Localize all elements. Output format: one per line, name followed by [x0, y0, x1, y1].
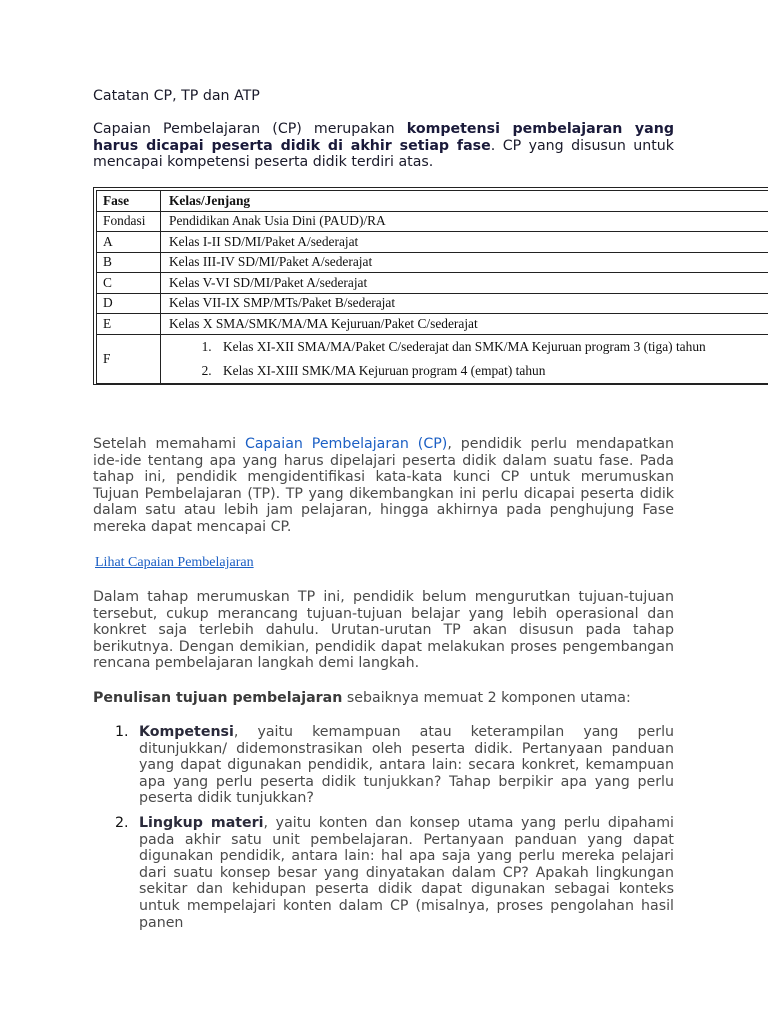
body-paragraph: [93, 690, 631, 707]
table-row: [97, 334, 768, 383]
para4-text: sebaiknya memuat 2 komponen utama:: [342, 690, 631, 706]
list-item: 1. Kelas XI-XII SMA/MA/Paket C/sederajat dan SMK/MA Kejuruan program 3 (tiga) tahun: [215, 335, 768, 359]
capaian-pembelajaran-link[interactable]: Capaian Pembelajaran (CP): [244, 436, 448, 452]
cell-fase: F: [97, 334, 161, 383]
cell-kelas: Kelas I-II SD/MI/Paket A/sederajat: [161, 232, 768, 253]
table-row: [97, 232, 768, 253]
cell-fase: E: [97, 314, 161, 335]
komponen-list: [93, 724, 674, 939]
body-paragraph: Dalam tahap merumuskan TP ini, pendidik belum mengurutkan tujuan-tujuan tersebut, cukup merancang tujuan-tujuan belajar yang lebih operasional dan konkret saja terlebih dahulu. Urutan-urutan TP akan disusun pada tahap berikutnya. Dengan demikian, pendidik dapat melakukan proses pengembangan rencana pembelajaran langkah demi langkah.: [93, 589, 674, 672]
para2-text-end: , pendidik perlu mendapatkan ide-ide tentang apa yang harus dipelajari peserta didik dalam suatu fase. Pada tahap ini, pendidik mengidentifikasi kata-kata kunci CP untuk merumuskan Tujuan Pembelajaran (TP). TP yang dikembangkan ini perlu dicapai peserta didik dalam satu atau lebih jam pelajaran, hingga akhirnya pada penghujung Fase mereka dapat mencapai CP.: [93, 436, 674, 535]
cell-kelas: Kelas III-IV SD/MI/Paket A/sederajat: [161, 252, 768, 273]
header-kelas-jenjang: Kelas/Jenjang: [161, 191, 768, 212]
header-fase: Fase: [97, 191, 161, 212]
list-item: 2. Kelas XI-XIII SMK/MA Kejuruan program 4 (empat) tahun: [215, 359, 768, 383]
fase-table: [93, 187, 768, 385]
table-row: [97, 252, 768, 273]
cell-fase: C: [97, 273, 161, 294]
intro-bold-text: kompetensi pembelajaran yang harus dicapai peserta didik di akhir setiap fase: [93, 121, 674, 154]
para4-bold-text: Penulisan tujuan pembelajaran: [93, 690, 343, 706]
intro-text-end: . CP yang disusun untuk mencapai kompetensi peserta didik terdiri atas.: [93, 137, 674, 171]
cell-kelas: Pendidikan Anak Usia Dini (PAUD)/RA: [161, 211, 768, 232]
cell-fase: Fondasi: [97, 211, 161, 232]
cell-kelas: Kelas X SMA/SMK/MA/MA Kejuruan/Paket C/sederajat: [161, 314, 768, 335]
intro-text-start: Capaian Pembelajaran (CP) merupakan: [93, 121, 407, 137]
body-paragraph: [93, 436, 674, 536]
table-header-row: [97, 191, 768, 212]
table-row: [97, 293, 768, 314]
list-item: [93, 815, 674, 931]
cell-fase: D: [97, 293, 161, 314]
list-item-term: Lingkup materi: [139, 814, 264, 831]
fase-f-list: [169, 335, 768, 383]
cell-kelas: Kelas V-VI SD/MI/Paket A/sederajat: [161, 273, 768, 294]
cell-kelas: Kelas VII-IX SMP/MTs/Paket B/sederajat: [161, 293, 768, 314]
document-title: Catatan CP, TP dan ATP: [93, 88, 260, 104]
list-item-term: Kompetensi: [139, 724, 234, 740]
lihat-capaian-link[interactable]: Lihat Capaian Pembelajaran: [95, 555, 254, 570]
table-row: [97, 273, 768, 294]
list-item-text: , yaitu kemampuan atau keterampilan yang perlu ditunjukkan/ didemonstrasikan oleh peserta didik. Pertanyaan panduan yang dapat digunakan pendidik, antara lain: secara konkret, kemampuan apa yang perlu peserta didik tunjukkan? Tahap berpikir apa yang perlu peserta didik tunjukkan?: [139, 724, 674, 807]
list-number: 1.: [115, 724, 129, 740]
table-row: [97, 314, 768, 335]
para2-text-start: Setelah memahami: [93, 436, 245, 452]
intro-paragraph: [93, 121, 674, 171]
list-number: 2.: [115, 814, 129, 831]
list-item: [93, 724, 674, 807]
cell-fase: B: [97, 252, 161, 273]
cell-kelas-list: [161, 334, 768, 383]
list-item-text: , yaitu konten dan konsep utama yang perlu dipahami pada akhir satu unit pembelajaran. Pertanyaan panduan yang dapat digunakan pendidik, antara lain: hal apa saja yang perlu mereka pelajari dari suatu konsep besar yang dinyatakan dalam CP? Apakah lingkungan sekitar dan kehidupan peserta didik dapat digunakan sebagai konteks untuk mempelajari konten dalam CP (misalnya, proses pengolahan hasil panen: [139, 814, 674, 931]
table-row: [97, 211, 768, 232]
cell-fase: A: [97, 232, 161, 253]
